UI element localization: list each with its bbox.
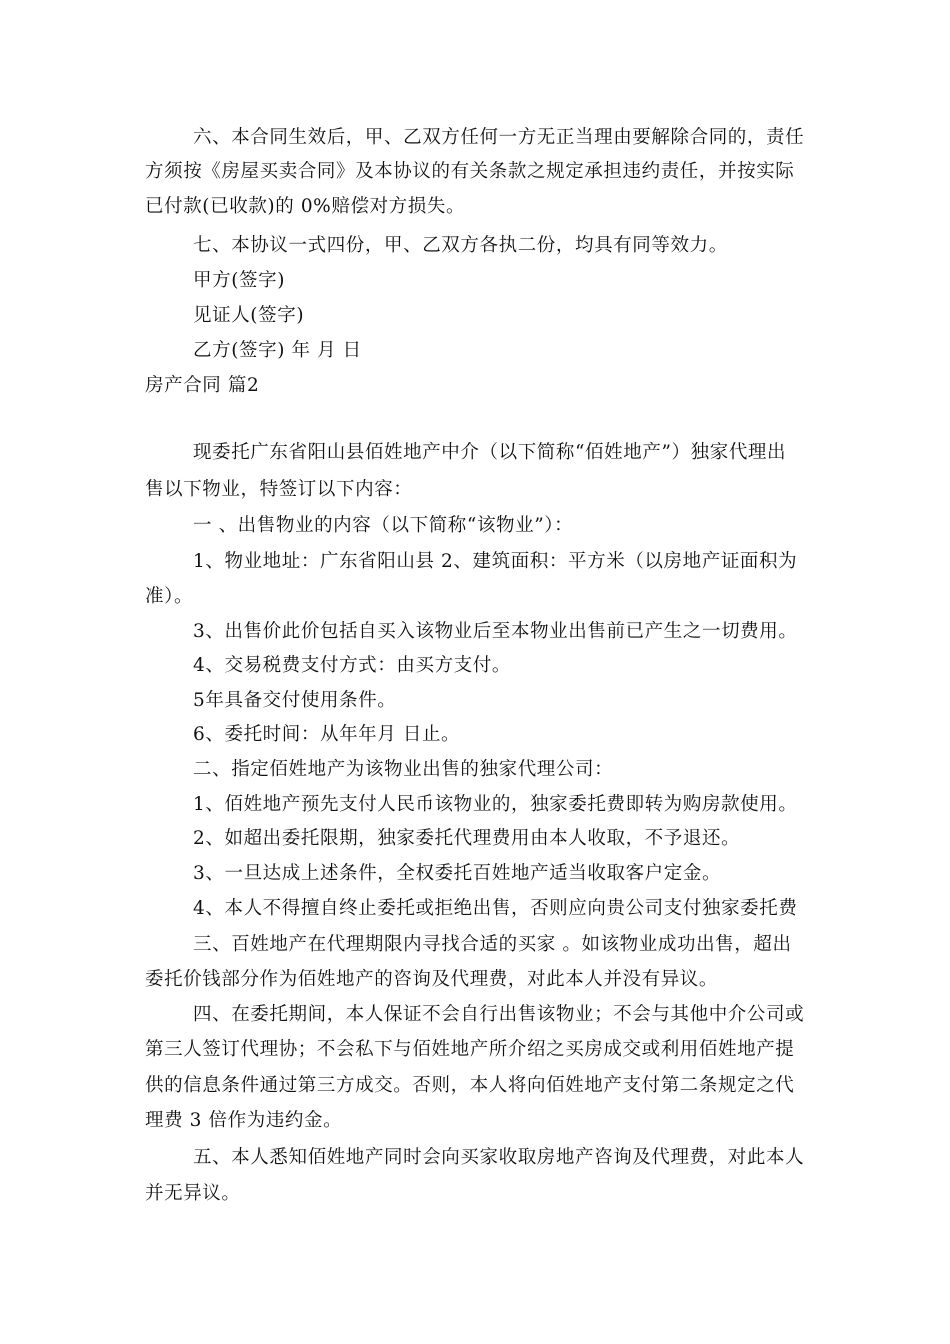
text-line: 方须按《房屋买卖合同》及本协议的有关条款之规定承担违约责任，并按实际 <box>145 161 795 182</box>
text-line: 七、本协议一式四份，甲、乙双方各执二份，均具有同等效力。 <box>193 235 728 256</box>
text-line: 1、佰姓地产预先支付人民币该物业的，独家委托费即转为购房款使用。 <box>193 794 798 815</box>
text-line: 4、本人不得擅自终止委托或拒绝出售，否则应向贵公司支付独家委托费 <box>193 898 798 919</box>
text-line: 3、一旦达成上述条件，全权委托百姓地产适当收取客户定金。 <box>193 863 722 884</box>
text-line: 五、本人悉知佰姓地产同时会向买家收取房地产咨询及代理费，对此本人 <box>193 1147 805 1168</box>
text-line: 5年具备交付使用条件。 <box>193 690 397 711</box>
text-line: 售以下物业，特签订以下内容： <box>145 479 413 500</box>
text-line: 委托价钱部分作为佰姓地产的咨询及代理费，对此本人并没有异议。 <box>145 969 719 990</box>
text-line: 理费 3 倍作为违约金。 <box>145 1110 343 1131</box>
signature-label: 见证人(签字) <box>193 305 305 326</box>
text-line: 二、指定佰姓地产为该物业出售的独家代理公司： <box>193 759 614 780</box>
text-line: 并无异议。 <box>145 1183 241 1204</box>
text-line: 六、本合同生效后，甲、乙双方任何一方无正当理由要解除合同的，责任 <box>193 127 805 148</box>
text-line: 三、百姓地产在代理期限内寻找合适的买家 。如该物业成功出售，超出 <box>193 934 792 955</box>
text-line: 已付款(已收款)的 0%赔偿对方损失。 <box>145 196 466 217</box>
section-heading: 房产合同 篇2 <box>145 375 260 396</box>
text-line: 准）。 <box>145 586 194 607</box>
text-line: 4、交易税费支付方式：由买方支付。 <box>193 655 511 676</box>
text-line: 3、出售价此价包括自买入该物业后至本物业出售前已产生之一切费用。 <box>193 621 798 642</box>
text-line: 第三人签订代理协；不会私下与佰姓地产所介绍之买房成交或利用佰姓地产提 <box>145 1039 795 1060</box>
text-line: 1、物业地址：广东省阳山县 2、建筑面积：平方米（以房地产证面积为 <box>193 551 798 572</box>
signature-label: 甲方(签字) <box>193 270 286 291</box>
text-line: 现委托广东省阳山县佰姓地产中介（以下简称“佰姓地产”）独家代理出 <box>193 442 787 463</box>
text-line: 2、如超出委托限期，独家委托代理费用由本人收取，不予退还。 <box>193 828 741 849</box>
text-line: 供的信息条件通过第三方成交。否则，本人将向佰姓地产支付第二条规定之代 <box>145 1075 795 1096</box>
text-line: 6、委托时间：从年年月 日止。 <box>193 724 461 745</box>
signature-label: 乙方(签字) 年 月 日 <box>193 340 362 361</box>
text-line: 四、在委托期间，本人保证不会自行出售该物业；不会与其他中介公司或 <box>193 1004 805 1025</box>
text-line: 一 、出售物业的内容（以下简称“该物业”）： <box>193 515 574 536</box>
